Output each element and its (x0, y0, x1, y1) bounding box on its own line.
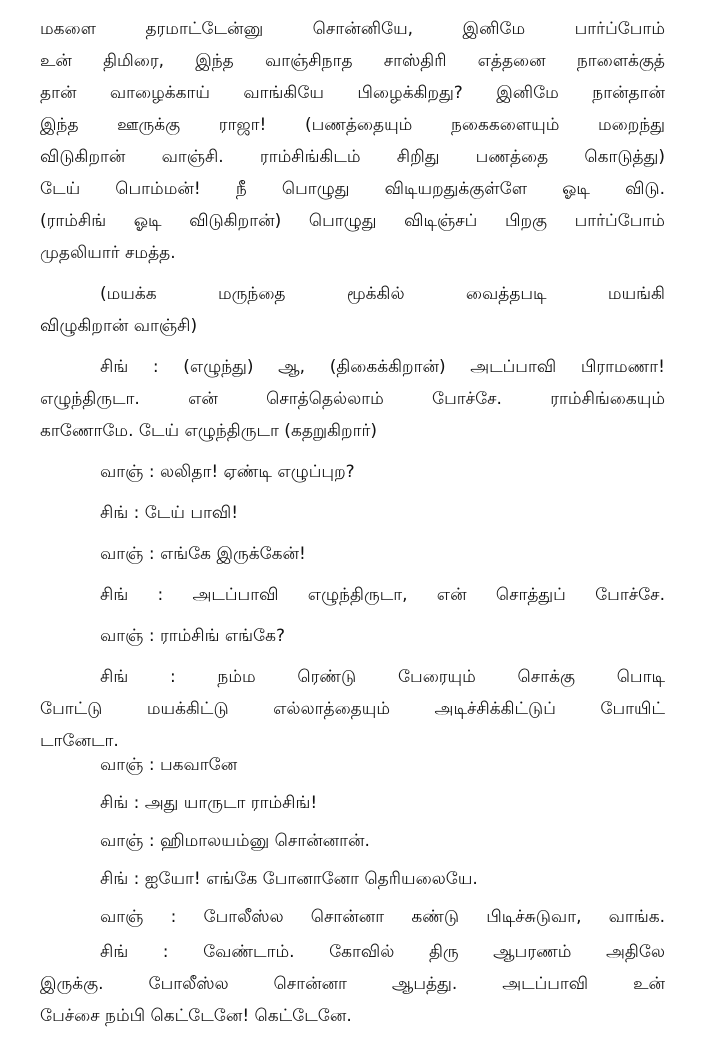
stage-direction: விழுகிறான் வாஞ்சி) (40, 316, 198, 336)
stage-direction: (மயக்க மருந்தை மூக்கில் வைத்தபடி மயங்கி (100, 284, 665, 304)
dialogue-line: சிங் : வேண்டாம். கோவில் திரு ஆபரணம் அதிலே (100, 942, 665, 962)
dialogue-line: சிங் : அடப்பாவி எழுந்திருடா, என் சொத்துப் போச்சே. (100, 585, 665, 605)
text-line: எழுந்திருடா. என் சொத்தெல்லாம் போச்சே. ராம்சிங்கையும் (40, 389, 665, 409)
dialogue-line: சிங் : அது யாருடா ராம்சிங்! (100, 793, 318, 813)
dialogue-line: வாஞ் : லலிதா! ஏண்டி எழுப்புற? (100, 462, 355, 482)
text-line: முதலியார் சமத்த. (40, 243, 176, 263)
text-line: போட்டு மயக்கிட்டு எல்லாத்தையும் அடிச்சிக்கிட்டுப் போயிட் (40, 699, 665, 719)
text-line: விடுகிறான் வாஞ்சி. ராம்சிங்கிடம் சிறிது பணத்தை கொடுத்து) (40, 147, 665, 167)
text-line: தான் வாழைக்காய் வாங்கியே பிழைக்கிறது? இனிமே நான்தான் (40, 83, 665, 103)
text-line: (ராம்சிங் ஓடி விடுகிறான்) பொழுது விடிஞ்சப் பிறகு பார்ப்போம் (40, 211, 665, 231)
dialogue-line: வாஞ் : பகவானே (100, 755, 238, 775)
dialogue-line: வாஞ் : போலீஸ்ல சொன்னா கண்டு பிடிச்சுடுவா, வாங்க. (100, 907, 665, 927)
text-line: டானேடா. (40, 731, 119, 751)
text-line: இந்த ஊருக்கு ராஜா! (பணத்தையும் நகைகளையும் மறைந்து (40, 115, 665, 135)
dialogue-line: சிங் : ஐயோ! எங்கே போனானோ தெரியலையே. (100, 869, 478, 889)
dialogue-line: வாஞ் : ஹிமாலயம்னு சொன்னான். (100, 831, 370, 851)
text-line: பேச்சை நம்பி கெட்டேனே! கெட்டேனே. (40, 1006, 352, 1026)
dialogue-line: வாஞ் : ராம்சிங் எங்கே? (100, 626, 286, 646)
dialogue-line: வாஞ் : எங்கே இருக்கேன்! (100, 544, 306, 564)
dialogue-line: சிங் : நம்ம ரெண்டு பேரையும் சொக்கு பொடி (100, 667, 665, 687)
text-line: மகளை தரமாட்டேன்னு சொன்னியே, இனிமே பார்ப்போம் (40, 19, 665, 39)
text-line: டேய் பொம்மன்! நீ பொழுது விடியறதுக்குள்ளே ஓடி விடு. (40, 179, 665, 199)
dialogue-line: சிங் : (எழுந்து) ஆ, (திகைக்கிறான்) அடப்பாவி பிராமணா! (100, 357, 665, 377)
text-line: இருக்கு. போலீஸ்ல சொன்னா ஆபத்து. அடப்பாவி உன் (40, 974, 665, 994)
dialogue-line: சிங் : டேய் பாவி! (100, 503, 239, 523)
text-line: காணோமே. டேய் எழுந்திருடா (கதறுகிறார்) (40, 421, 377, 441)
text-line: உன் திமிரை, இந்த வாஞ்சிநாத சாஸ்திரி எத்தனை நாளைக்குத் (40, 51, 665, 71)
